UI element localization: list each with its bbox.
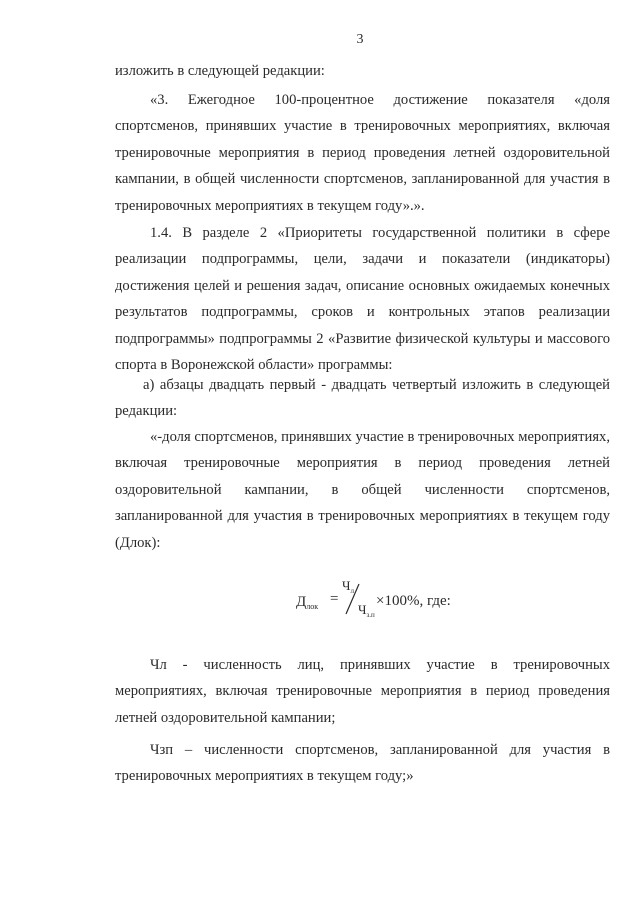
formula-lhs: $Д_{лок}$ bbox=[296, 594, 319, 611]
paragraph-item-3: «3. Ежегодное 100-процентное достижение показателя «доля спортсменов, принявших участие в тренировочных мероприятиях, включая тренировочные мероприятия в период проведения летней оздоровительной кампании, в общей численности спортсменов, запланированной для участия в тренировочных мероприятиях в текущем году».». bbox=[115, 92, 610, 214]
paragraph-subitem-a: а) абзацы двадцать первый - двадцать четвертый изложить в следующей редакции: bbox=[115, 377, 610, 420]
page-number: 3 bbox=[356, 32, 364, 47]
paragraph-intro: изложить в следующей редакции: bbox=[115, 63, 325, 79]
paragraph-section-1-4: 1.4. В разделе 2 «Приоритеты государственной политики в сфере реализации подпрограммы, цели, задачи и показатели (индикаторы) достижения целей и решения задач, описание основных ожидаемых конечных результатов подпрограммы, сроков и контрольных этапов реализации подпрограммы» подпрограммы 2 «Развитие физической культуры и массового спорта в Воронежской области» программы: bbox=[115, 225, 610, 374]
formula bbox=[296, 580, 496, 630]
formula-numerator: $Ч_л$ bbox=[342, 578, 354, 595]
paragraph-chzp-definition: Чзп – численности спортсменов, запланированной для участия в тренировочных мероприятиях в текущем году;» bbox=[115, 742, 610, 785]
formula-multiplier: ×100%, где: bbox=[376, 593, 451, 609]
formula-equals: = bbox=[330, 591, 339, 607]
paragraph-indicator-definition: «-доля спортсменов, принявших участие в тренировочных мероприятиях, включая тренировочные мероприятия в период проведения летней оздоровительной кампании, в общей численности спортсменов, запланированной для участия в тренировочных мероприятиях в текущем году (Длок): bbox=[115, 429, 610, 551]
formula-denominator: $Ч_{з.п}$ bbox=[358, 602, 375, 619]
paragraph-chl-definition: Чл - численность лиц, принявших участие в тренировочных мероприятиях, включая тренировочные мероприятия в период проведения летней оздоровительной кампании; bbox=[115, 657, 610, 726]
